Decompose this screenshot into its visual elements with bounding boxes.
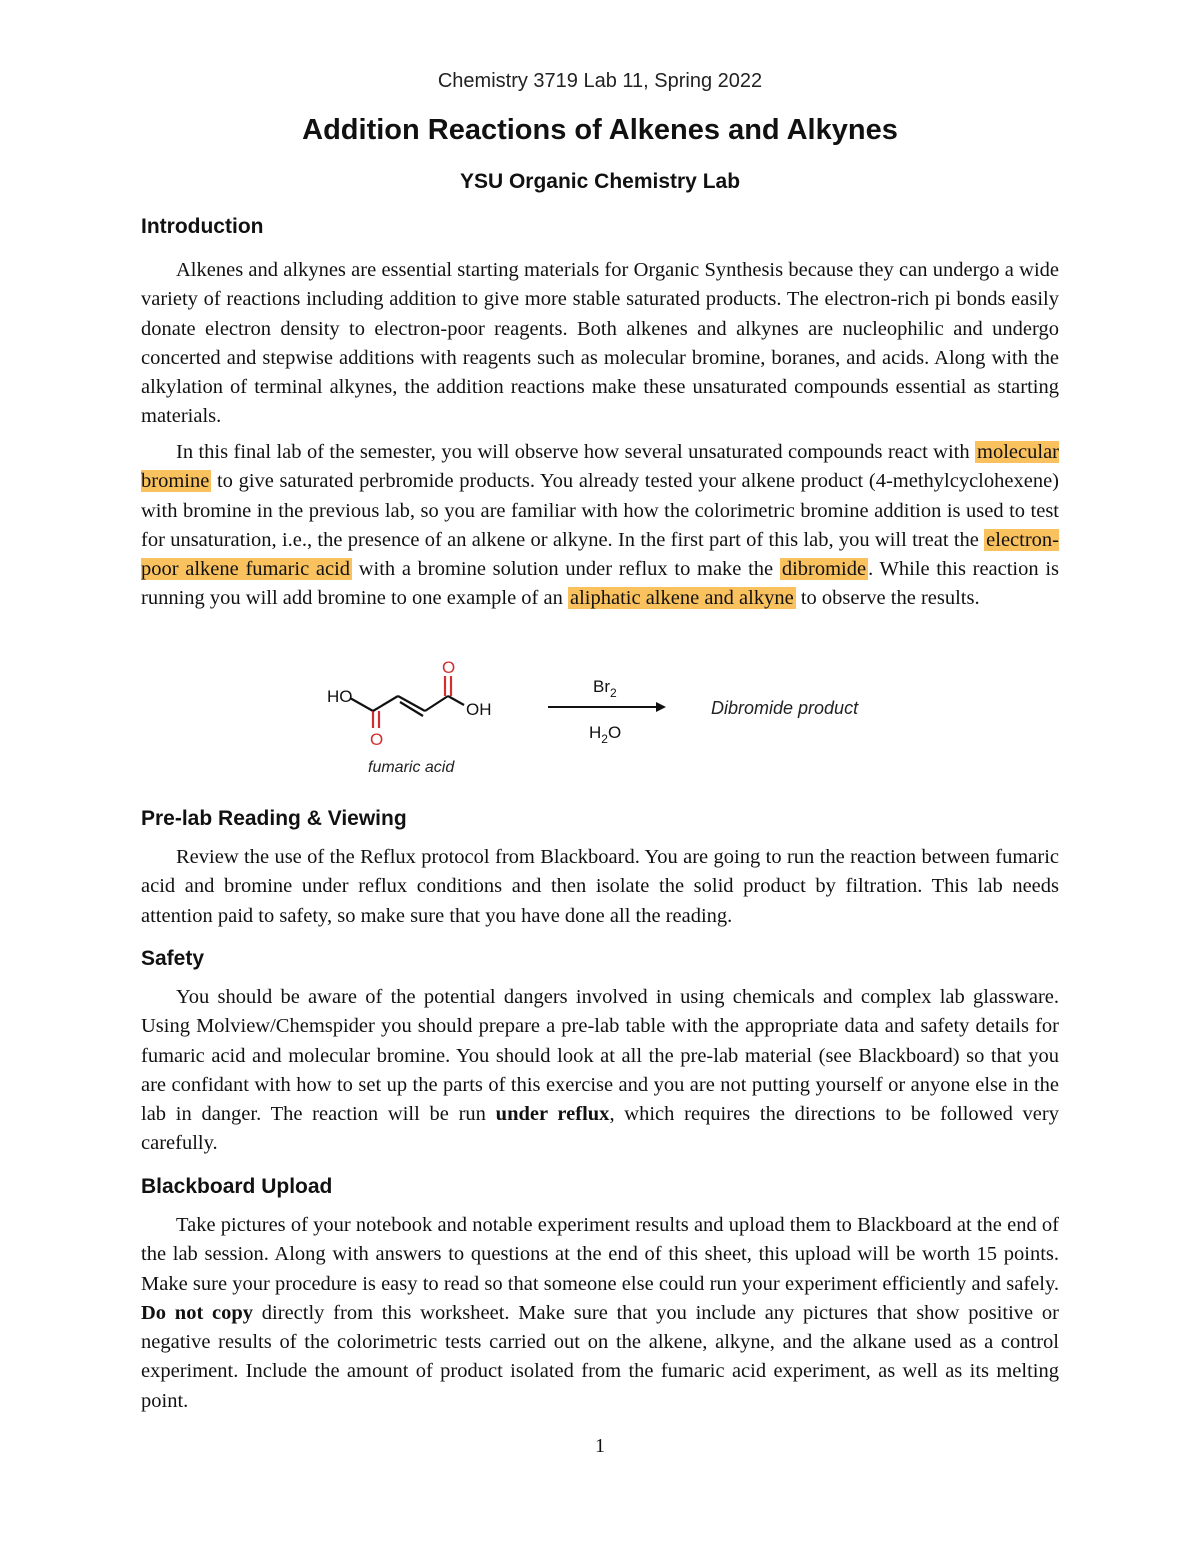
safety-bold-under-reflux: under reflux xyxy=(495,1103,610,1126)
safety-heading: Safety xyxy=(141,947,205,970)
reagent-h: H xyxy=(589,723,602,742)
safety-text-b: , which requires the directions to be followed very carefully. xyxy=(141,1103,1059,1155)
reagent-br-subscript: 2 xyxy=(610,686,617,700)
oh-label: OH xyxy=(466,700,492,719)
introduction-heading: Introduction xyxy=(141,215,264,238)
highlight-alkene-alkyne: aliphatic alkene and alkyne xyxy=(570,587,794,610)
ho-label: HO xyxy=(327,687,353,706)
carbonyl-o-top: O xyxy=(442,658,456,677)
compound-name: fumaric acid xyxy=(368,759,455,776)
arrow-head-icon xyxy=(656,702,666,712)
safety-paragraph xyxy=(141,983,1059,1159)
upload-text-a: Take pictures of your notebook and notable experiment results and upload them to Blackboard at the end of the lab session. Along with answers to questions at the end of this sheet, this upload will be worth 15 points. Make sure your procedure is easy to read so that someone else could run your experiment efficiently and safely. xyxy=(141,1214,1059,1295)
safety-text-a: You should be aware of the potential dangers involved in using chemicals and complex lab glassware. Using Molview/Chemspider you should prepare a pre-lab table with the appropriate data and safety details for fumaric acid and molecular bromine. You should look at all the pre-lab material (see Blackboard) so that you are confidant with how to set up the parts of this exercise and you are not putting yourself or anyone else in the lab in danger. The reaction will be run xyxy=(141,986,1059,1126)
intro-p2-text-c: with a bromine solution under reflux to make the xyxy=(352,558,780,581)
upload-bold-do-not-copy: Do not copy xyxy=(141,1301,254,1324)
intro-p2-text-e: to observe the results. xyxy=(795,587,980,610)
reaction-scheme xyxy=(310,652,910,782)
prelab-heading: Pre-lab Reading & Viewing xyxy=(141,807,407,830)
upload-text-b: directly from this worksheet. Make sure that you include any pictures that show positive or negative results of the colorimetric tests carried out on the alkene, alkyne, and the alkane used as a control experiment. Include the amount of product isolated from the fumaric acid experiment, as well as its melting point. xyxy=(141,1301,1059,1412)
highlight-fumaric-acid: electron-poor alkene fumaric acid xyxy=(141,528,1059,581)
reagent-bottom xyxy=(589,723,621,746)
page-subtitle: YSU Organic Chemistry Lab xyxy=(459,170,741,193)
intro-p2-text-b: to give saturated perbromide products. You already tested your alkene product (4-methylcyclohexene) with bromine in the previous lab, so you are familiar with how the colorimetric bromine addition is used to test for unsaturation, i.e., the presence of an alkene or alkyne. In the first part of this lab, you will treat the xyxy=(141,470,1059,551)
intro-p2-text-a: In this final lab of the semester, you will observe how several unsaturated compounds react with xyxy=(176,441,976,463)
introduction-paragraph-1: Alkenes and alkynes are essential starting materials for Organic Synthesis because they can undergo a wide variety of reactions including addition to give more stable saturated products. The electron-rich pi bonds easily donate electron density to electron-poor reagents. Both alkenes and alkynes are nucleophilic and undergo concerted and stepwise additions with reagents such as molecular bromine, boranes, and acids. Along with the alkylation of terminal alkynes, the addition reactions make these unsaturated compounds essential as starting materials. xyxy=(141,259,1059,428)
page-title: Addition Reactions of Alkenes and Alkynes xyxy=(302,114,898,146)
intro-p2-text-d: . While this reaction is running you will add bromine to one example of an xyxy=(141,558,1059,610)
reagent-o: O xyxy=(607,723,622,742)
course-header: Chemistry 3719 Lab 11, Spring 2022 xyxy=(437,70,763,92)
reagent-top xyxy=(593,677,617,700)
reagent-h-subscript: 2 xyxy=(601,732,608,746)
upload-heading: Blackboard Upload xyxy=(141,1175,333,1198)
prelab-paragraph: Review the use of the Reflux protocol from Blackboard. You are going to run the reaction between fumaric acid and bromine under reflux conditions and then isolate the solid product by filtration. This lab needs attention paid to safety, so make sure that you have done all the reading. xyxy=(141,846,1059,927)
upload-paragraph xyxy=(141,1211,1059,1416)
reagent-br: Br xyxy=(593,677,610,696)
highlight-molecular-bromine: molecular bromine xyxy=(141,441,1059,493)
introduction-paragraph-2 xyxy=(141,438,1059,614)
highlight-dibromide: dibromide xyxy=(781,558,867,581)
fumaric-acid-structure xyxy=(350,676,464,728)
carbonyl-o-bottom: O xyxy=(370,730,384,749)
product-label: Dibromide product xyxy=(711,698,859,718)
page-number: 1 xyxy=(595,1435,605,1457)
